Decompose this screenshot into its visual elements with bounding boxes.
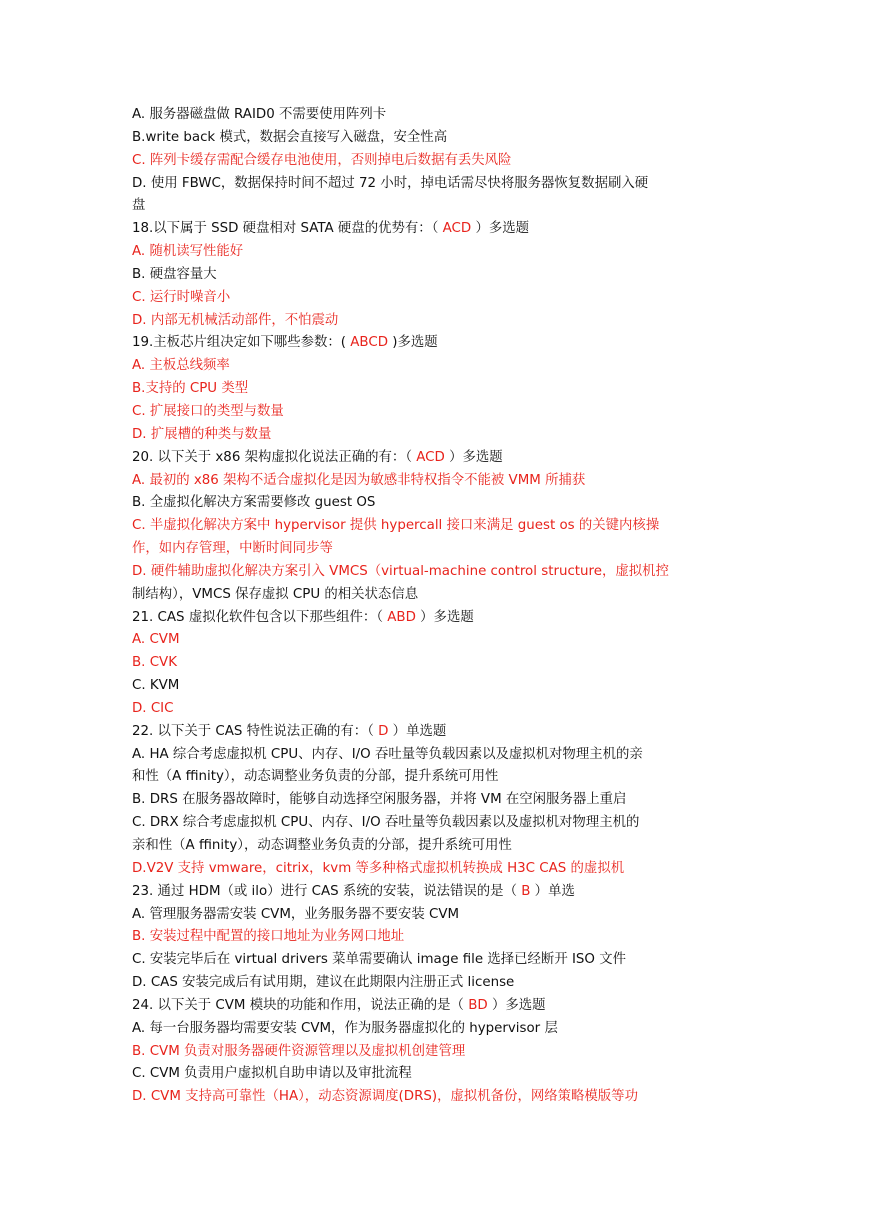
- line-text: 18.以下属于 SSD 硬盘相对 SATA 硬盘的优势有：（: [132, 221, 443, 237]
- question-suffix: ）多选题: [444, 449, 503, 465]
- question-suffix: ）单选: [530, 883, 575, 899]
- text-line: [132, 652, 722, 675]
- line-text: C. 半虚拟化解决方案中 hypervisor 提供 hypercall 接口来满足 guest os 的关键内核操: [132, 518, 660, 534]
- line-text: D.V2V 支持 vmware，citrix，kvm 等多种格式虚拟机转换成 H3C CAS 的虚拟机: [132, 860, 625, 876]
- line-text: A. 最初的 x86 架构不适合虚拟化是因为敏感非特权指令不能被 VMM 所捕获: [132, 472, 586, 488]
- line-text: 20. 以下关于 x86 架构虚拟化说法正确的有：（: [132, 449, 417, 465]
- text-line: [132, 584, 722, 607]
- line-text: 制结构），VMCS 保存虚拟 CPU 的相关状态信息: [132, 586, 419, 602]
- text-line: [132, 515, 722, 538]
- question-line: [132, 721, 722, 744]
- text-line: [132, 310, 722, 333]
- text-line: [132, 926, 722, 949]
- line-text: A. 主板总线频率: [132, 358, 230, 374]
- text-line: [132, 561, 722, 584]
- text-line: [132, 949, 722, 972]
- question-suffix: ）多选题: [471, 221, 530, 237]
- line-text: 作，如内存管理，中断时间同步等: [132, 541, 333, 557]
- answer-key: D: [378, 723, 389, 739]
- answer-key: ACD: [442, 221, 472, 237]
- line-text: 24. 以下关于 CVM 模块的功能和作用，说法正确的是（: [132, 997, 469, 1013]
- line-text: A. HA 综合考虑虚拟机 CPU、内存、I/O 吞吐量等负载因素以及虚拟机对物理主机的亲: [132, 746, 643, 762]
- text-line: [132, 904, 722, 927]
- text-line: [132, 744, 722, 767]
- text-line: [132, 766, 722, 789]
- line-text: 盘: [132, 198, 146, 214]
- line-text: A. 管理服务器需安装 CVM，业务服务器不要安装 CVM: [132, 906, 460, 922]
- text-line: [132, 241, 722, 264]
- question-line: [132, 607, 722, 630]
- text-line: [132, 287, 722, 310]
- answer-key: ABD: [387, 609, 416, 625]
- question-line: [132, 881, 722, 904]
- line-text: B. CVK: [132, 655, 177, 671]
- question-suffix: ）多选题: [487, 997, 546, 1013]
- question-line: [132, 332, 722, 355]
- line-text: D. 使用 FBWC，数据保持时间不超过 72 小时，掉电话需尽快将服务器恢复数据刷入硬: [132, 175, 649, 191]
- line-text: A. 服务器磁盘做 RAID0 不需要使用阵列卡: [132, 107, 387, 122]
- answer-key: ACD: [416, 449, 445, 465]
- text-line: [132, 1018, 722, 1041]
- line-text: C. CVM 负责用户虚拟机自助申请以及审批流程: [132, 1066, 412, 1082]
- text-line: [132, 812, 722, 835]
- answer-key: B: [521, 883, 531, 899]
- text-line: [132, 173, 722, 196]
- line-text: 19.主板芯片组决定如下哪些参数：(: [132, 335, 351, 351]
- text-line: [132, 264, 722, 287]
- text-line: [132, 675, 722, 698]
- line-text: 亲和性（A ffinity），动态调整业务负责的分部，提升系统可用性: [132, 838, 512, 853]
- text-line: [132, 1041, 722, 1064]
- text-line: [132, 538, 722, 561]
- text-line: [132, 698, 722, 721]
- text-line: [132, 629, 722, 652]
- line-text: B.支持的 CPU 类型: [132, 381, 249, 397]
- line-text: B.write back 模式，数据会直接写入磁盘，安全性高: [132, 129, 448, 145]
- question-suffix: ）多选题: [415, 609, 474, 625]
- text-line: [132, 972, 722, 995]
- text-line: [132, 401, 722, 424]
- line-text: C. 运行时噪音小: [132, 289, 231, 305]
- text-line: [132, 1063, 722, 1086]
- text-line: [132, 195, 722, 218]
- line-text: 22. 以下关于 CAS 特性说法正确的有：（: [132, 723, 379, 739]
- question-suffix: )多选题: [388, 335, 438, 351]
- text-line: [132, 424, 722, 447]
- text-line: [132, 470, 722, 493]
- answer-key: ABCD: [350, 335, 389, 351]
- text-line: [132, 1086, 722, 1109]
- text-line: [132, 835, 722, 858]
- text-line: [132, 150, 722, 173]
- line-text: B. DRS 在服务器故障时，能够自动选择空闲服务器，并将 VM 在空闲服务器上重启: [132, 792, 627, 808]
- line-text: A. 每一台服务器均需要安装 CVM，作为服务器虚拟化的 hypervisor 层: [132, 1020, 558, 1036]
- line-text: 21. CAS 虚拟化软件包含以下那些组件：（: [132, 609, 388, 625]
- text-line: [132, 355, 722, 378]
- text-line: [132, 789, 722, 812]
- line-text: D. CIC: [132, 700, 174, 716]
- text-line: [132, 127, 722, 150]
- text-line: [132, 492, 722, 515]
- line-text: D. 扩展槽的种类与数量: [132, 426, 272, 442]
- document-body: [132, 104, 722, 1109]
- line-text: A. CVM: [132, 632, 180, 648]
- line-text: C. 安装完毕后在 virtual drivers 菜单需要确认 image file 选择已经断开 ISO 文件: [132, 952, 627, 968]
- line-text: B. 全虚拟化解决方案需要修改 guest OS: [132, 495, 376, 511]
- line-text: D. CAS 安装完成后有试用期，建议在此期限内注册正式 license: [132, 975, 515, 991]
- question-suffix: ）单选题: [388, 723, 447, 739]
- line-text: C. 扩展接口的类型与数量: [132, 403, 284, 419]
- line-text: D. CVM 支持高可靠性（HA），动态资源调度(DRS)，虚拟机备份，网络策略模版等功: [132, 1089, 638, 1105]
- line-text: A. 随机读写性能好: [132, 244, 244, 260]
- line-text: 和性（A ffinity），动态调整业务负责的分部，提升系统可用性: [132, 769, 499, 785]
- line-text: D. 硬件辅助虚拟化解决方案引入 VMCS（virtual-machine control structure，虚拟机控: [132, 563, 669, 579]
- question-line: [132, 218, 722, 241]
- line-text: C. DRX 综合考虑虚拟机 CPU、内存、I/O 吞吐量等负载因素以及虚拟机对物理主机的: [132, 815, 640, 831]
- question-line: [132, 447, 722, 470]
- line-text: C. 阵列卡缓存需配合缓存电池使用，否则掉电后数据有丢失风险: [132, 152, 512, 168]
- line-text: C. KVM: [132, 678, 180, 694]
- text-line: [132, 858, 722, 881]
- line-text: D. 内部无机械活动部件，不怕震动: [132, 312, 339, 328]
- line-text: B. CVM 负责对服务器硬件资源管理以及虚拟机创建管理: [132, 1043, 466, 1059]
- line-text: B. 硬盘容量大: [132, 266, 217, 282]
- text-line: [132, 104, 722, 127]
- answer-key: BD: [468, 997, 488, 1013]
- line-text: 23. 通过 HDM（或 ilo）进行 CAS 系统的安装，说法错误的是（: [132, 883, 522, 899]
- question-line: [132, 995, 722, 1018]
- line-text: B. 安装过程中配置的接口地址为业务网口地址: [132, 929, 405, 945]
- text-line: [132, 378, 722, 401]
